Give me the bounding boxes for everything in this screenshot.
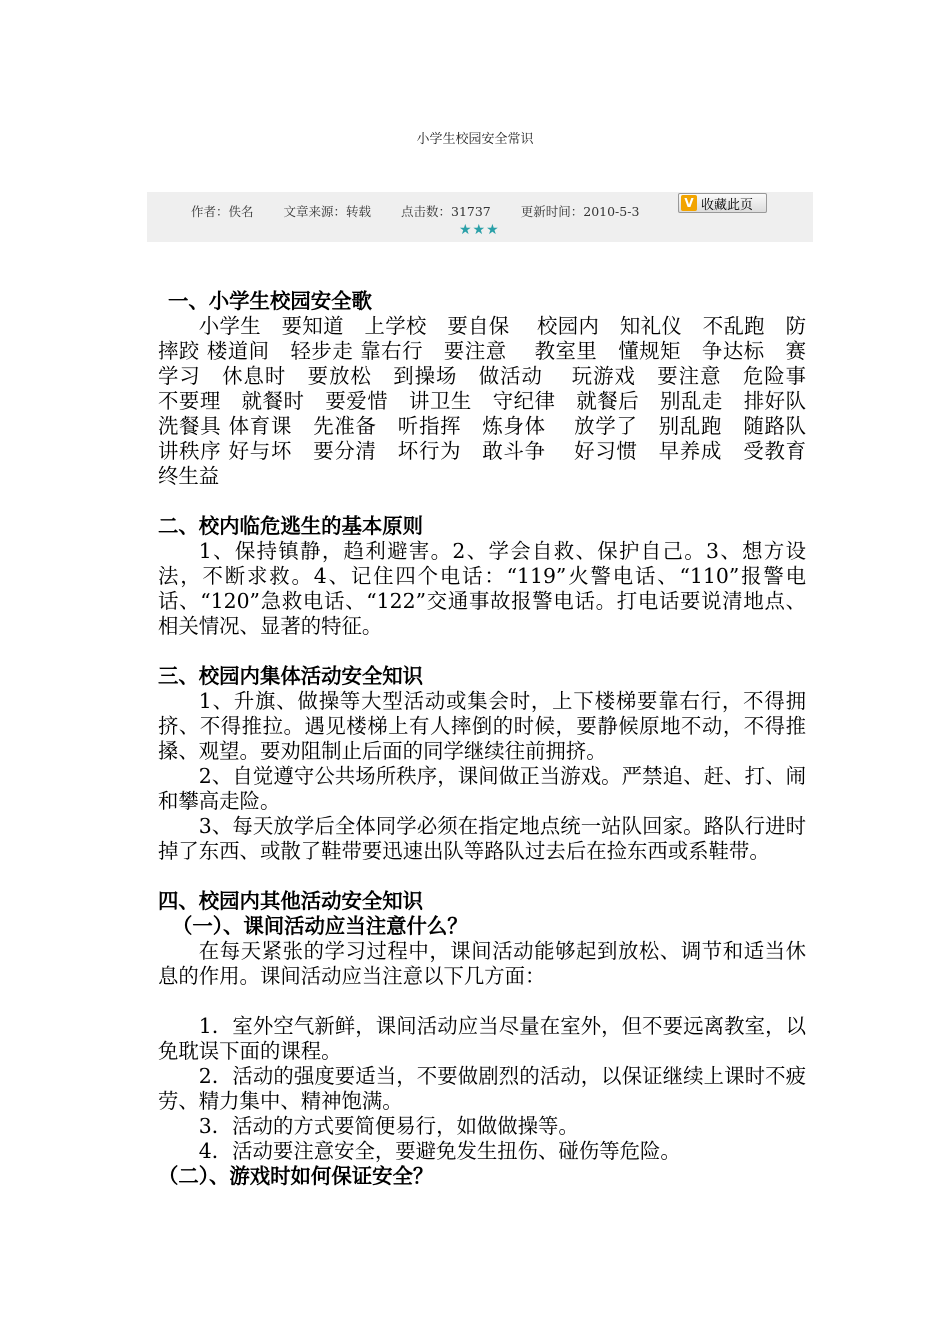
meta-line	[191, 202, 665, 220]
list-item-4: 4．活动要注意安全，要避免发生扭伤、碰伤等危险。	[198, 1139, 681, 1163]
section-heading-3: 三、校园内集体活动安全知识	[158, 664, 424, 688]
list-item-2: 2．活动的强度要适当，不要做剧烈的活动，以保证继续上课时不疲劳、精力集中、精神饱满。	[158, 1064, 806, 1113]
rating-stars: ★★★	[459, 222, 500, 238]
page-title: 小学生校园安全常识	[416, 132, 534, 147]
article-meta-bar	[147, 192, 813, 242]
subsection-heading-2: （二）、游戏时如何保证安全？	[158, 1164, 434, 1188]
safety-song-text: 小学生 要知道 上学校 要自保 校园内 知礼仪 不乱跑 防摔跤 楼道间 轻步走 靠右行 要注意 教室里 懂规矩 争达标 赛学习 休息时 要放松 到操场 做活动 玩游戏 要注意 危险事 不要理 就餐时 要爱惜 讲卫生 守纪律 就餐后 别乱走 排好队 洗餐具 体育课 先准备 听指挥 炼身体 放学了 别乱跑 随路队 讲秩序 好与坏 要分清 坏行为 敢斗争 好习惯 早养成 受教育 终生益	[158, 314, 827, 488]
section-heading-1: 一、小学生校园安全歌	[168, 289, 372, 313]
favorite-label: 收藏此页	[701, 197, 754, 213]
article-body	[158, 289, 827, 1189]
list-item-3: 3．活动的方式要简便易行，如做做操等。	[198, 1114, 579, 1138]
section-2-paragraph: 1、保持镇静，趋利避害。2、学会自救、保护自己。3、想方设法，不断求救。4、记住四个电话：“119”火警电话、“110”报警电话、“120”急救电话、“122”交通事故报警电话。打电话要说清地点、相关情况、显著的特征。	[158, 539, 806, 638]
section-3-paragraph-3: 3、每天放学后全体同学必须在指定地点统一站队回家。路队行进时掉了东西、或散了鞋带要迅速出队等路队过去后在捡东西或系鞋带。	[158, 814, 806, 863]
favorite-v-icon: V	[681, 195, 697, 211]
meta-source: 文章来源：转载	[283, 204, 372, 219]
section-3-paragraph-2: 2、自觉遵守公共场所秩序，课间做正当游戏。严禁追、赶、打、闹和攀高走险。	[158, 764, 806, 813]
section-4-paragraph-1: 在每天紧张的学习过程中，课间活动能够起到放松、调节和适当休息的作用。课间活动应当注意以下几方面：	[158, 939, 806, 988]
list-item-1: 1．室外空气新鲜，课间活动应当尽量在室外，但不要远离教室，以免耽误下面的课程。	[158, 1014, 806, 1063]
section-heading-4: 四、校园内其他活动安全知识	[158, 889, 424, 913]
meta-updated: 更新时间：2010-5-3	[520, 204, 640, 219]
section-3-paragraph-1: 1、升旗、做操等大型活动或集会时，上下楼梯要靠右行，不得拥挤、不得推拉。遇见楼梯上有人摔倒的时候，要静候原地不动，不得推搡、观望。要劝阻制止后面的同学继续往前拥挤。	[158, 689, 806, 763]
subsection-heading-1: （一）、课间活动应当注意什么？	[172, 914, 468, 938]
add-favorite-button[interactable]	[678, 193, 767, 213]
section-heading-2: 二、校内临危逃生的基本原则	[158, 514, 424, 538]
meta-clicks: 点击数：31737	[401, 204, 491, 219]
meta-author: 作者：佚名	[191, 204, 254, 219]
